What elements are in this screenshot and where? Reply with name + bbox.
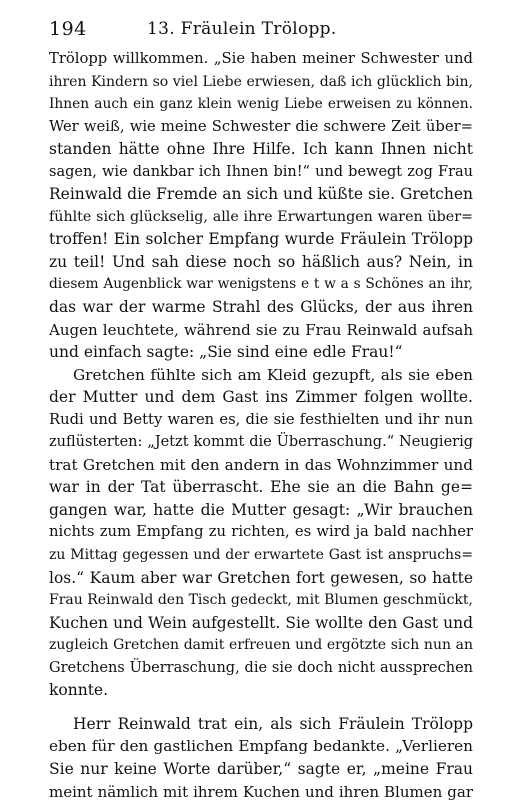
text-line: Wer weiß, wie meine Schwester die schwere Zeit über=	[49, 116, 473, 139]
text-line: standen hätte ohne Ihre Hilfe. Ich kann Ihnen nicht	[49, 138, 473, 161]
text-line: Gretchens Überraschung, die sie doch nicht aussprechen	[49, 657, 473, 680]
text-line: meint nämlich mit ihrem Kuchen und ihren Blumen gar	[49, 781, 473, 803]
text-line: Rudi und Betty waren es, die sie festhielten und ihr nun	[49, 409, 473, 432]
text-line: Herr Reinwald trat ein, als sich Fräulein Trölopp	[49, 713, 473, 736]
text-line: fühlte sich glückselig, alle ihre Erwartungen waren über=	[49, 206, 473, 229]
text-line: los.“ Kaum aber war Gretchen fort gewesen, so hatte	[49, 567, 473, 590]
text-line: Gretchen fühlte sich am Kleid gezupft, als sie eben	[49, 364, 473, 387]
paragraph	[49, 364, 473, 702]
paragraph	[49, 48, 473, 364]
page-header	[49, 18, 473, 42]
page-number: 194	[49, 18, 87, 40]
text-line: sagen, wie dankbar ich Ihnen bin!“ und bewegt zog Frau	[49, 161, 473, 184]
text-line: ihren Kindern so viel Liebe erwiesen, daß ich glücklich bin,	[49, 71, 473, 94]
text-line: Kuchen und Wein aufgestellt. Sie wollte den Gast und	[49, 612, 473, 635]
text-line: Sie nur keine Worte darüber,“ sagte er, „meine Frau	[49, 758, 473, 781]
paragraph	[49, 713, 473, 803]
text-line: eben für den gastlichen Empfang bedankte. „Verlieren	[49, 735, 473, 758]
text-line: trat Gretchen mit den andern in das Wohnzimmer und	[49, 454, 473, 477]
text-line: das war der warme Strahl des Glücks, der aus ihren	[49, 296, 473, 319]
text-line: Trölopp willkommen. „Sie haben meiner Schwester und	[49, 48, 473, 71]
text-line: zuflüsterten: „Jetzt kommt die Überraschung.“ Neugierig	[49, 431, 473, 454]
text-line: Frau Reinwald den Tisch gedeckt, mit Blumen geschmückt,	[49, 589, 473, 612]
text-line: Reinwald die Fremde an sich und küßte sie. Gretchen	[49, 183, 473, 206]
text-line: Ihnen auch ein ganz klein wenig Liebe erweisen zu können.	[49, 93, 473, 116]
text-line: troffen! Ein solcher Empfang wurde Fräulein Trölopp	[49, 228, 473, 251]
text-line: Augen leuchtete, während sie zu Frau Reinwald aufsah	[49, 319, 473, 342]
running-title: 13. Fräulein Trölopp.	[147, 19, 337, 39]
text-line: war in der Tat überrascht. Ehe sie an die Bahn ge=	[49, 476, 473, 499]
text-line: diesem Augenblick war wenigstens e t w a s Schönes an ihr,	[49, 273, 473, 296]
text-line: zu Mittag gegessen und der erwartete Gast ist anspruchs=	[49, 544, 473, 567]
body-text	[49, 48, 473, 803]
text-line: nichts zum Empfang zu richten, es wird ja bald nachher	[49, 521, 473, 544]
text-line: zu teil! Und sah diese noch so häßlich aus? Nein, in	[49, 251, 473, 274]
text-line: konnte.	[49, 679, 473, 702]
text-line: der Mutter und dem Gast ins Zimmer folgen wollte.	[49, 386, 473, 409]
text-line: gangen war, hatte die Mutter gesagt: „Wir brauchen	[49, 499, 473, 522]
text-line: und einfach sagte: „Sie sind eine edle Frau!“	[49, 341, 473, 364]
text-line: zugleich Gretchen damit erfreuen und ergötzte sich nun an	[49, 634, 473, 657]
paragraph-gap	[49, 702, 473, 713]
